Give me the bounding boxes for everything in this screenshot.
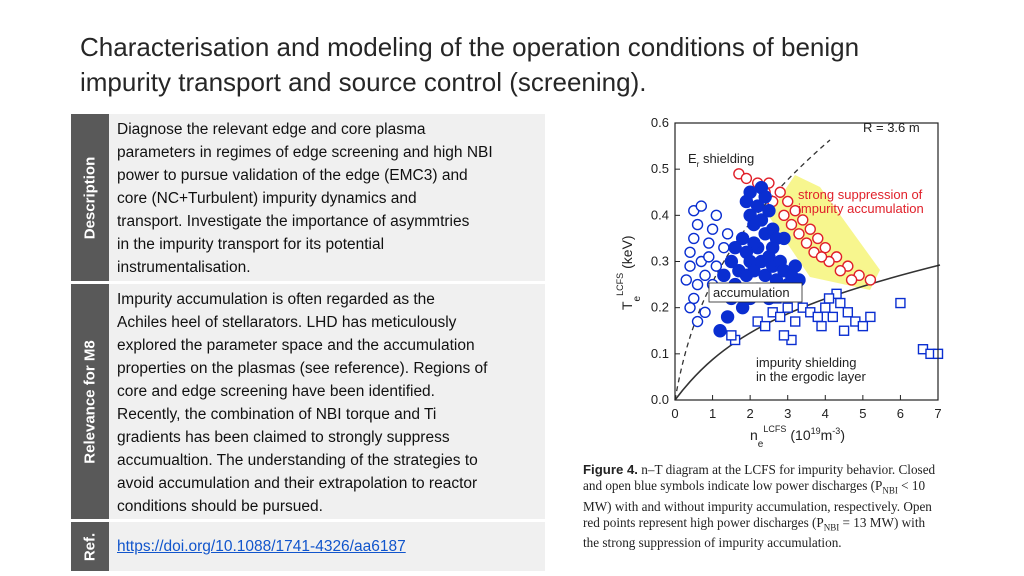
data-point-open-blue-circle [689, 293, 699, 303]
ref-text [117, 535, 539, 558]
suppression-label-2: impurity accumulation [798, 201, 924, 216]
y-tick-label: 0.5 [650, 161, 669, 177]
data-point-closed-blue-circle [778, 232, 790, 244]
description-line: in the impurity transport for its potential [117, 236, 385, 253]
x-label-n: n [750, 427, 758, 443]
x-tick-label: 4 [821, 406, 829, 421]
caption-line-2 [583, 478, 983, 499]
relevance-line: core and edge screening have been identified. [117, 383, 435, 400]
data-point-open-blue-circle [685, 261, 695, 271]
data-point-open-blue-square [843, 308, 852, 317]
x-label-unit-e: ) [840, 427, 845, 443]
er-symbol: E [688, 151, 697, 166]
ref-row [71, 522, 545, 571]
data-point-open-blue-circle [700, 307, 710, 317]
ref-row-label [71, 522, 109, 571]
data-point-open-red-circle [835, 266, 845, 276]
data-point-open-blue-square [817, 322, 826, 331]
relevance-line: conditions should be pursued. [117, 498, 323, 515]
y-tick-label: 0.2 [650, 299, 669, 315]
caption-text-4-end: = 13 MW) with [839, 514, 926, 530]
data-point-open-red-circle [775, 187, 785, 197]
data-point-open-blue-circle [700, 270, 710, 280]
relevance-line: Achiles heel of stellarators. LHD has meticulously [117, 314, 457, 331]
slide-title [80, 30, 980, 100]
data-point-closed-blue-circle [729, 242, 741, 254]
y-label-sup: LCFS [615, 272, 625, 296]
relevance-line: explored the parameter space and the accumulation [117, 337, 475, 354]
data-point-open-red-circle [865, 275, 875, 285]
description-line: power to pursue validation of the edge (EMC3) and [117, 167, 468, 184]
data-point-open-blue-square [840, 326, 849, 335]
x-label-unit-c: m [820, 427, 833, 443]
y-label-unit: (keV) [619, 235, 635, 269]
data-point-open-red-circle [779, 210, 789, 220]
er-shielding-word: shielding [699, 151, 755, 166]
data-point-open-blue-circle [693, 280, 703, 290]
relevance-text [117, 288, 539, 518]
data-point-open-blue-square [821, 303, 830, 312]
data-point-closed-blue-circle [789, 260, 801, 272]
y-tick-label: 0.4 [650, 207, 669, 223]
y-tick-label: 0.0 [650, 392, 669, 407]
data-point-open-red-circle [805, 224, 815, 234]
description-line: transport. Investigate the importance of asymmtries [117, 213, 470, 230]
data-point-open-blue-square [836, 299, 845, 308]
x-tick-label: 0 [671, 406, 679, 421]
y-tick-label: 0.1 [650, 345, 669, 361]
y-tick-label: 0.6 [650, 115, 669, 130]
data-point-closed-blue-circle [763, 205, 775, 217]
data-point-open-red-circle [794, 229, 804, 239]
relevance-row-label [71, 284, 109, 519]
data-point-closed-blue-circle [740, 269, 752, 281]
caption-line-1 [583, 462, 983, 478]
relevance-line: Impurity accumulation is often regarded as the [117, 291, 435, 308]
er-subscript: r [696, 160, 700, 169]
data-point-open-blue-square [776, 312, 785, 321]
caption-line-3: MW) with and without impurity accumulation, respectively. Open [583, 498, 932, 514]
caption-figure-label: Figure 4. [583, 462, 638, 477]
shield-label-1: impurity shielding [756, 355, 857, 370]
data-point-open-blue-square [896, 299, 905, 308]
data-point-closed-blue-circle [718, 269, 730, 281]
data-point-open-blue-circle [711, 210, 721, 220]
data-point-open-blue-circle [719, 243, 729, 253]
description-line: core (NC+Turbulent) impurity dynamics and [117, 190, 417, 207]
relevance-label-text: Relevance for M8 [81, 339, 99, 464]
y-tick-label: 0.3 [650, 253, 669, 269]
description-row-label [71, 114, 109, 281]
relevance-line: properties on the plasmas (see reference). Regions of [117, 360, 488, 377]
y-label-sub: e [632, 295, 643, 302]
caption-line-4 [583, 515, 983, 536]
data-point-open-blue-circle [708, 224, 718, 234]
x-tick-label: 2 [746, 406, 754, 421]
x-axis-label [750, 424, 845, 450]
data-point-open-blue-square [779, 331, 788, 340]
caption-text-4: red points represent high power discharges (P [583, 514, 824, 530]
data-point-open-blue-square [727, 331, 736, 340]
x-label-sub: e [757, 439, 764, 450]
er-shielding-label [688, 151, 754, 169]
description-line: instrumentalisation. [117, 259, 251, 276]
data-point-open-blue-circle [693, 220, 703, 230]
title-line-1: Characterisation and modeling of the operation conditions of benign [80, 32, 860, 62]
x-tick-label: 3 [784, 406, 792, 421]
info-table [71, 114, 545, 572]
accumulation-label: accumulation [713, 285, 790, 300]
relevance-line: accumualtion. The understanding of the strategies to [117, 452, 478, 469]
data-point-closed-blue-circle [767, 242, 779, 254]
data-point-open-blue-square [813, 312, 822, 321]
title-line-2: impurity transport and source control (screening). [80, 67, 647, 97]
description-line: parameters in regimes of edge screening and high NBI [117, 144, 493, 161]
x-label-unit-d: -3 [832, 426, 841, 436]
description-text [117, 118, 539, 279]
data-point-open-blue-circle [704, 252, 714, 262]
data-point-open-blue-circle [689, 233, 699, 243]
data-point-open-red-circle [798, 215, 808, 225]
data-point-open-blue-circle [711, 261, 721, 271]
y-label-t: T [619, 301, 635, 310]
data-point-closed-blue-circle [744, 186, 756, 198]
description-row [71, 114, 545, 281]
data-point-open-blue-circle [685, 247, 695, 257]
data-point-closed-blue-circle [759, 191, 771, 203]
relevance-line: gradients has been claimed to strongly suppress [117, 429, 450, 446]
data-point-open-blue-square [866, 312, 875, 321]
data-point-open-blue-circle [696, 201, 706, 211]
caption-sub-4: NBI [823, 522, 840, 533]
data-point-open-blue-square [858, 322, 867, 331]
data-point-open-red-circle [817, 252, 827, 262]
figure-caption [583, 462, 983, 551]
shield-label-2: in the ergodic layer [756, 369, 866, 384]
data-point-open-red-circle [847, 275, 857, 285]
data-point-open-blue-square [828, 312, 837, 321]
data-point-open-blue-square [783, 303, 792, 312]
relevance-line: avoid accumulation and their extrapolation to reactor [117, 475, 478, 492]
caption-sub-2: NBI [882, 485, 898, 496]
x-tick-label: 1 [708, 406, 717, 421]
data-point-open-blue-circle [685, 303, 695, 313]
data-point-open-blue-square [825, 294, 834, 303]
data-point-closed-blue-circle [725, 256, 737, 268]
data-point-open-blue-circle [723, 229, 733, 239]
caption-text-2: and open blue symbols indicate low power discharges (P [583, 478, 883, 493]
ref-label-text: Ref. [81, 532, 99, 561]
r-label: R = 3.6 m [863, 120, 920, 135]
data-point-closed-blue-circle [714, 325, 726, 337]
data-point-closed-blue-circle [722, 311, 734, 323]
x-label-unit-b: 19 [810, 426, 821, 436]
data-point-open-red-circle [786, 220, 796, 230]
description-label-text: Description [81, 156, 99, 239]
data-point-open-red-circle [802, 238, 812, 248]
data-point-open-red-circle [820, 243, 830, 253]
caption-text-2-end: < 10 [897, 478, 926, 493]
x-label-sup: LCFS [763, 424, 787, 434]
data-point-open-red-circle [813, 233, 823, 243]
description-line: Diagnose the relevant edge and core plasma [117, 121, 426, 138]
relevance-row [71, 284, 545, 519]
y-axis-label [615, 235, 643, 310]
caption-text-1: n–T diagram at the LCFS for impurity behavior. Closed [637, 462, 936, 477]
caption-line-5: the strong suppression of impurity accumulation. [583, 535, 842, 551]
data-point-open-blue-circle [704, 238, 714, 248]
x-tick-label: 5 [859, 406, 867, 421]
x-tick-label: 7 [934, 406, 942, 421]
x-tick-label: 6 [896, 406, 905, 421]
doi-link[interactable]: https://doi.org/10.1088/1741-4326/aa6187 [117, 538, 406, 555]
data-point-open-blue-circle [681, 275, 691, 285]
data-point-open-blue-circle [693, 317, 703, 327]
data-point-open-blue-square [791, 317, 800, 326]
suppression-label-1: strong suppression of [798, 187, 923, 202]
data-point-open-blue-square [761, 322, 770, 331]
data-point-closed-blue-circle [748, 237, 760, 249]
relevance-line: Recently, the combination of NBI torque and Ti [117, 406, 437, 423]
x-label-unit-a: (10 [790, 427, 811, 443]
data-point-open-red-circle [783, 196, 793, 206]
data-point-open-red-circle [741, 173, 751, 183]
